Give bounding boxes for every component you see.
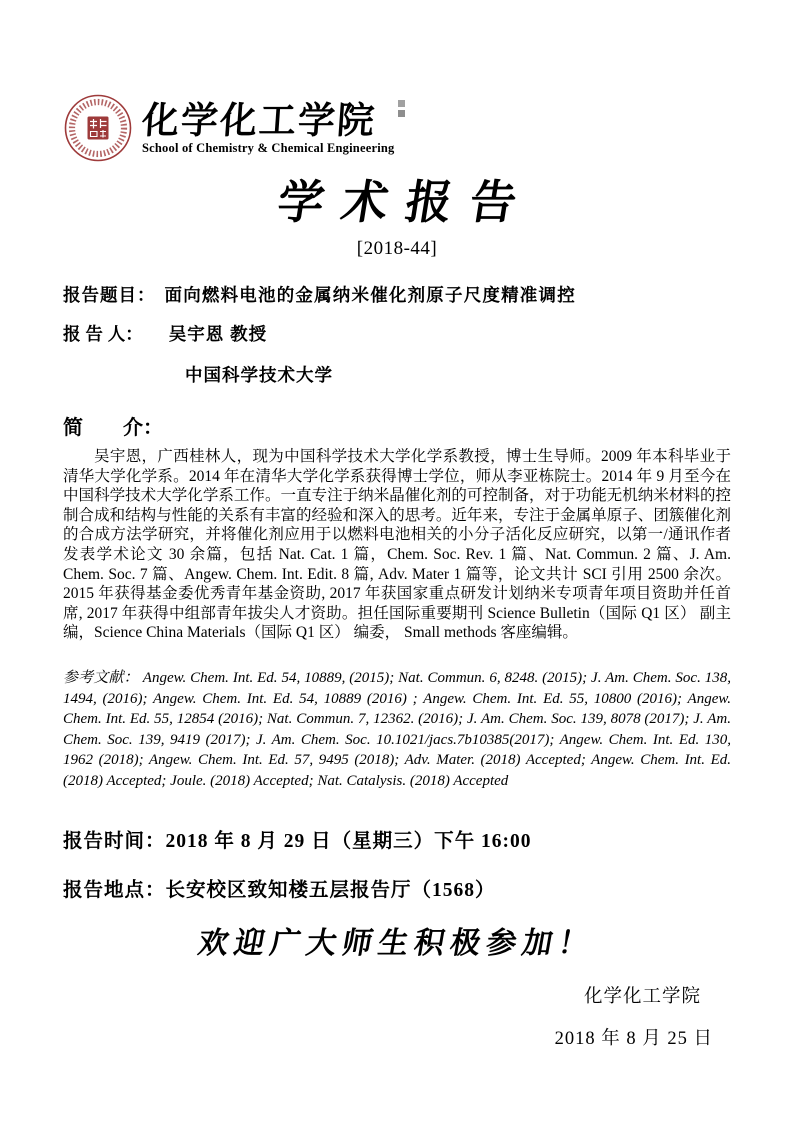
venue-label: 报告地点： (63, 879, 166, 901)
welcome-message: 欢迎广大师生积极参加！ (195, 925, 598, 961)
footer-date: 2018 年 8 月 25 日 (554, 1028, 713, 1049)
speaker-value: 吴宇恩 教授 (168, 324, 268, 344)
school-logo (63, 92, 731, 164)
references-paragraph (63, 668, 731, 792)
references-text: Angew. Chem. Int. Ed. 54, 10889, (2015); Nat. Commun. 6, 8248. (2015); J. Am. Chem. Soc. 138, 1494, (2016); Angew. Chem. Int. Ed. 54, 10889 (2016) ; Angew. Chem. Int. Ed. 55, 10800 (2016); Angew. Chem. Int. Ed. 55, 12854 (2016); Nat. Commun. 7, 12362. (2016); J. Am. Chem. Soc. 139, 8078 (2017); J. Am. Chem. Soc. 139, 9419 (2017); J. Am. Chem. Soc. 10.1021/jacs.7b10385(2017); Angew. Chem. Int. Ed. 130, 1962 (2018); Angew. Chem. Int. Ed. 57, 9495 (2018); Adv. Mater. (2018) Accepted; Angew. Chem. Int. Ed. (2018) Accepted; Joule. (2018) Accepted; Nat. Catalysis. (2018) Accepted (63, 669, 731, 789)
school-name-english: School of Chemistry & Chemical Engineering (142, 141, 395, 155)
report-venue-row (63, 874, 731, 902)
time-label: 报告时间： (63, 830, 166, 852)
report-speaker-row (63, 321, 731, 346)
report-time-row (63, 825, 731, 853)
venue-value: 长安校区致知楼五层报告厅（1568） (165, 879, 496, 901)
speaker-biography: 吴宇恩，广西桂林人，现为中国科学技术大学化学系教授，博士生导师。2009 年本科毕业于清华大学化学系。2014 年在清华大学化学系获得博士学位，师从李亚栋院士。2014 年 9 月至今在中国科学技术大学化学系工作。一直专注于纳米晶催化剂的可控制备，对于功能无机纳米材料的控制合成和结构与性能的关系有丰富的经验和深入的思考。近年来，专注于金属单原子、团簇催化剂的合成方法学研究，并将催化剂应用于以燃料电池相关的小分子活化反应研究，以第一/通讯作者发表学术论文 30 余篇，包括 Nat. Cat. 1 篇，Chem. Soc. Rev. 1 篇、Nat. Commun. 2 篇、J. Am. Chem. Soc. 7 篇、Angew. Chem. Int. Edit. 8 篇, Adv. Mater 1 篇等，论文共计 SCI 引用 2500 余次。2015 年获得基金委优秀青年基金资助, 2017 年获国家重点研发计划纳米专项青年项目资助并任首席, 2017 年获得中组部青年拔尖人才资助。担任国际重要期刊 Science Bulletin（国际 Q1 区） 副主编，Science China Materials（国际 Q1 区） 编委， Small methods 客座编辑。 (63, 448, 731, 642)
topic-value: 面向燃料电池的金属纳米催化剂原子尺度精准调控 (164, 285, 576, 305)
intro-section-label: 简 介： (63, 417, 163, 439)
issue-number: [2018-44] (356, 238, 438, 259)
references-label: 参考文献： (63, 669, 139, 686)
footer-organization: 化学化工学院 (583, 986, 701, 1007)
report-topic-row (63, 282, 731, 307)
speaker-label: 报 告 人： (63, 324, 143, 344)
school-seal-icon (63, 93, 133, 163)
calligraphy-signature-mark (398, 98, 405, 118)
school-name-chinese: 化学化工学院 (140, 98, 378, 142)
page-title: 学术报告 (273, 175, 539, 229)
topic-label: 报告题目： (63, 285, 156, 305)
speaker-affiliation: 中国科学技术大学 (185, 365, 333, 385)
time-value: 2018 年 8 月 29 日（星期三）下午 16:00 (165, 830, 532, 852)
